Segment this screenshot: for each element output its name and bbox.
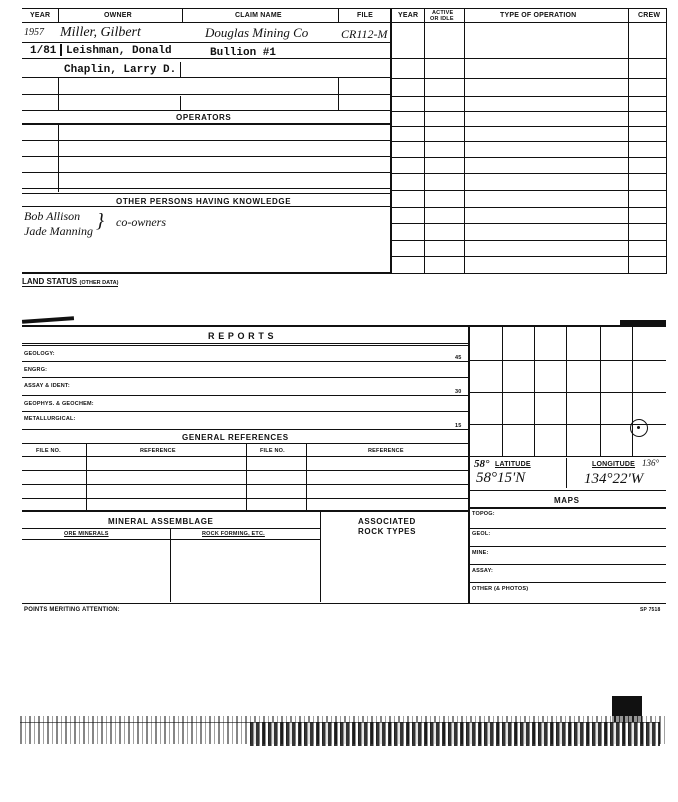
- divider: [390, 157, 666, 158]
- divider: [306, 443, 307, 511]
- maps-topog: TOPOG:: [472, 511, 495, 517]
- points-meriting-label: POINTS MERITING ATTENTION:: [24, 607, 120, 613]
- divider: [390, 240, 666, 241]
- divider: [390, 141, 666, 142]
- divider: [22, 470, 468, 471]
- divider: [390, 223, 666, 224]
- activity-header-crew: CREW: [638, 12, 661, 19]
- report-geology-label: GEOLOGY:: [24, 351, 55, 357]
- divider: [390, 190, 666, 191]
- divider: [22, 156, 392, 157]
- divider: [390, 111, 666, 112]
- ore-minerals-header: ORE MINERALS: [64, 531, 109, 537]
- col-header-year: YEAR: [30, 12, 51, 19]
- divider: [390, 22, 666, 23]
- divider: [58, 124, 59, 192]
- divider: [338, 8, 339, 22]
- divider: [22, 172, 392, 173]
- row3-owner: Chaplin, Larry D.: [64, 64, 177, 76]
- divider: [58, 77, 59, 110]
- divider: [468, 528, 666, 529]
- row2-owner: Leishman, Donald: [66, 45, 172, 57]
- activity-header-active: ACTIVE: [432, 10, 454, 16]
- associated-label-1: ASSOCIATED: [358, 517, 416, 526]
- divider: [22, 429, 468, 430]
- activity-header-idle: OR IDLE: [430, 16, 454, 22]
- land-status-text: LAND STATUS: [22, 277, 78, 286]
- divider: [22, 361, 468, 362]
- divider: [390, 78, 666, 79]
- divider: [468, 456, 666, 457]
- divider: [390, 173, 666, 174]
- longitude-label: LONGITUDE: [592, 461, 636, 468]
- divider: [338, 77, 339, 110]
- land-status-sublabel: (OTHER DATA): [79, 280, 119, 286]
- divider: [22, 188, 392, 189]
- divider: [246, 443, 247, 511]
- scan-mark: [250, 722, 660, 746]
- lat-degree-mark: 58°: [474, 458, 490, 470]
- rock-forming-header: ROCK FORMING, ETC.: [202, 531, 265, 537]
- longitude-value: 134°22'W: [584, 471, 644, 487]
- activity-header-type: TYPE OF OPERATION: [500, 12, 577, 19]
- divider: [180, 62, 181, 77]
- reports-label: R E P O R T S: [208, 331, 275, 341]
- divider: [22, 8, 666, 9]
- divider: [22, 58, 392, 59]
- divider: [468, 392, 666, 393]
- mineral-assemblage-label: MINERAL ASSEMBLAGE: [108, 517, 214, 526]
- col-header-owner: OWNER: [104, 12, 132, 19]
- divider: [22, 510, 468, 512]
- divider: [22, 206, 392, 207]
- divider: [86, 443, 87, 511]
- row1-owner: Miller, Gilbert: [60, 25, 141, 40]
- row2-year: 1/81: [30, 45, 57, 57]
- other-persons-label: OTHER PERSONS HAVING KNOWLEDGE: [116, 197, 292, 206]
- divider: [22, 443, 468, 444]
- operators-label: OPERATORS: [176, 113, 232, 122]
- report-assay-num: 30: [455, 389, 462, 395]
- form-code: SP 7518: [640, 607, 661, 613]
- divider: [468, 490, 666, 491]
- ref-header-file-2: FILE NO.: [260, 448, 285, 454]
- report-metallurgical-label: METALLURGICAL:: [24, 416, 76, 422]
- divider: [390, 96, 666, 97]
- maps-geol: GEOL:: [472, 531, 491, 537]
- divider: [180, 96, 181, 110]
- divider: [22, 539, 320, 540]
- row1-file: CR112-M: [341, 27, 388, 41]
- divider: [22, 411, 468, 412]
- divider: [390, 207, 666, 208]
- report-geophys-label: GEOPHYS. & GEOCHEM:: [24, 401, 94, 407]
- report-metallurgical-num: 15: [455, 423, 462, 429]
- divider: [22, 345, 468, 346]
- divider: [22, 528, 320, 529]
- divider: [566, 458, 567, 488]
- divider: [22, 193, 392, 194]
- divider: [390, 256, 666, 257]
- general-references-label: GENERAL REFERENCES: [182, 433, 289, 442]
- ref-header-reference-2: REFERENCE: [368, 448, 404, 454]
- divider: [468, 546, 666, 547]
- scan-mark: [20, 722, 660, 723]
- divider: [666, 8, 667, 274]
- divider: [22, 110, 392, 111]
- divider: [58, 8, 59, 22]
- divider: [170, 528, 171, 602]
- report-assay-label: ASSAY & IDENT:: [24, 383, 70, 389]
- divider: [22, 343, 468, 344]
- maps-assay: ASSAY:: [472, 568, 494, 574]
- divider: [22, 77, 392, 78]
- row1-claim-name: Douglas Mining Co: [205, 25, 309, 40]
- report-engrg-label: ENGRG:: [24, 367, 48, 373]
- maps-mine: MINE:: [472, 550, 489, 556]
- divider: [468, 325, 470, 603]
- divider: [22, 484, 468, 485]
- latitude-value: 58°15'N: [476, 470, 526, 486]
- divider: [320, 512, 321, 602]
- divider: [468, 564, 666, 565]
- divider: [22, 140, 392, 141]
- divider: [22, 395, 468, 396]
- associated-label-2: ROCK TYPES: [358, 527, 417, 536]
- latitude-label: LATITUDE: [495, 461, 531, 468]
- divider: [390, 58, 666, 59]
- ref-header-file-1: FILE NO.: [36, 448, 61, 454]
- divider: [22, 456, 468, 457]
- divider: [22, 124, 392, 125]
- divider: [22, 94, 392, 95]
- divider: [22, 325, 666, 327]
- land-status-label: [22, 277, 118, 287]
- col-header-file: FILE: [357, 12, 373, 19]
- lon-degree-mark: 136°: [642, 458, 660, 468]
- divider: [182, 8, 183, 22]
- divider: [22, 22, 392, 23]
- divider: [390, 126, 666, 127]
- divider: [468, 360, 666, 361]
- divider: [468, 507, 666, 509]
- divider: [22, 498, 468, 499]
- col-header-claim-name: CLAIM NAME: [235, 12, 282, 19]
- brace-glyph: }: [96, 210, 104, 232]
- divider: [468, 582, 666, 583]
- other-person-2: Jade Manning: [24, 224, 93, 238]
- divider: [22, 603, 666, 604]
- report-geology-num: 45: [455, 355, 462, 361]
- other-persons-note: co-owners: [116, 215, 166, 229]
- row2-claim-name: Bullion #1: [210, 47, 277, 59]
- location-dot-icon: [637, 426, 640, 429]
- row1-year: 1957: [24, 27, 44, 38]
- maps-label: MAPS: [554, 496, 580, 505]
- ref-header-reference-1: REFERENCE: [140, 448, 176, 454]
- scan-mark: [22, 316, 74, 324]
- other-person-1: Bob Allison: [24, 209, 81, 223]
- divider: [22, 273, 666, 274]
- divider: [22, 42, 392, 43]
- divider: [60, 44, 62, 56]
- divider: [22, 377, 468, 378]
- maps-other: OTHER (& PHOTOS): [472, 586, 529, 592]
- activity-header-year: YEAR: [398, 12, 419, 19]
